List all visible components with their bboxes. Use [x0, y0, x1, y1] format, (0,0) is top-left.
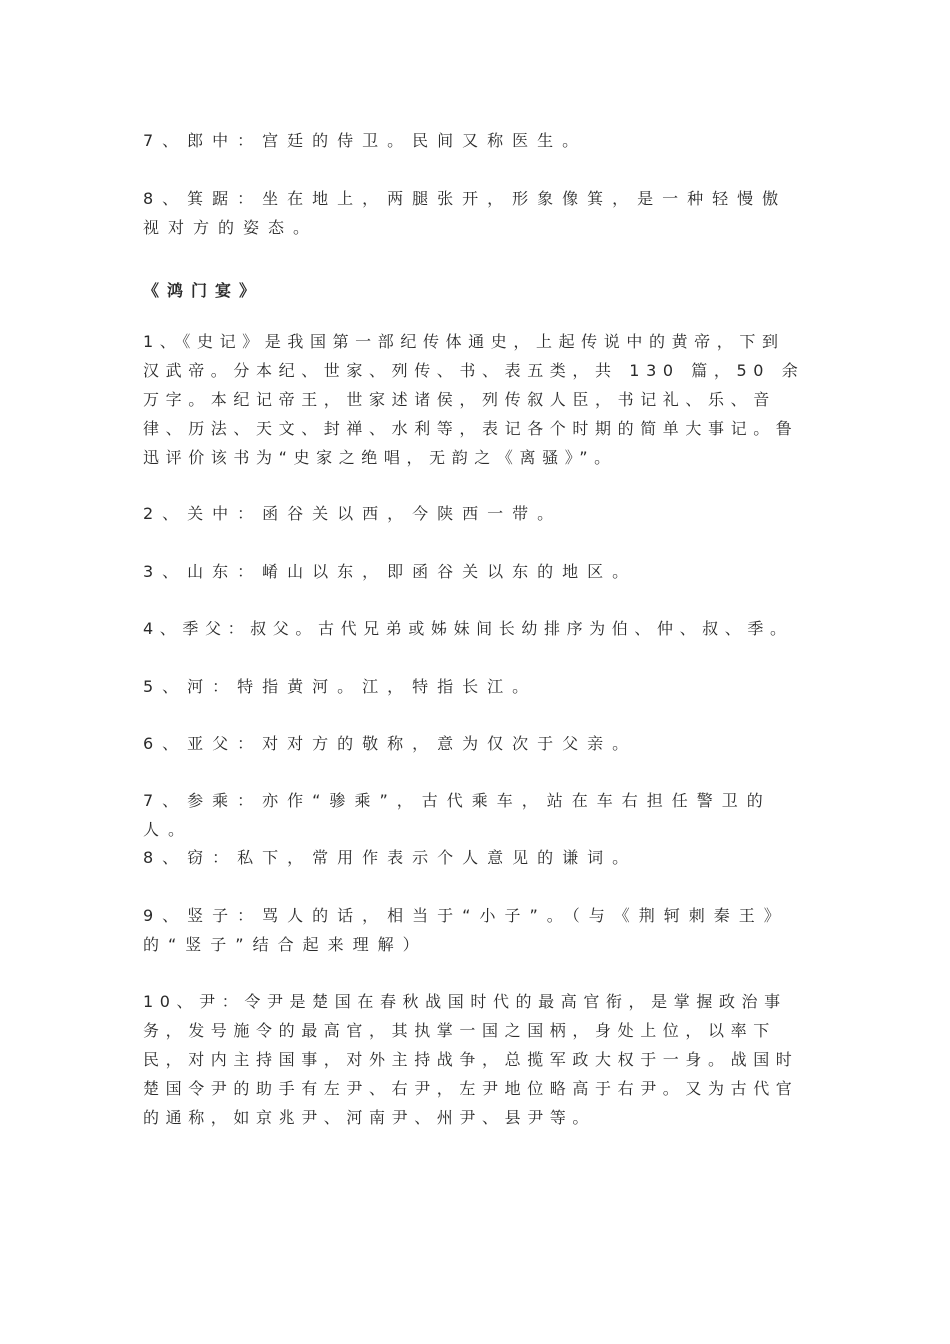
note-item: 7、参乘：亦作“骖乘”，古代乘车，站在车右担任警卫的人。 — [143, 791, 772, 839]
note-item: 3、山东：崤山以东，即函谷关以东的地区。 — [143, 562, 638, 581]
note-item: 6、亚父：对对方的敬称，意为仅次于父亲。 — [143, 734, 638, 753]
note-item: 2、关中：函谷关以西，今陕西一带。 — [143, 504, 563, 523]
note-item: 8、窃：私下，常用作表示个人意见的谦词。 — [143, 848, 638, 867]
note-item: 7、郎中：宫廷的侍卫。民间又称医生。 — [143, 131, 588, 150]
note-item: 5、河：特指黄河。江，特指长江。 — [143, 677, 538, 696]
section-title: 《鸿门宴》 — [143, 281, 264, 300]
note-item: 4、季父：叔父。古代兄弟或姊妹间长幼排序为伯、仲、叔、季。 — [143, 619, 793, 638]
note-item: 8、箕踞：坐在地上，两腿张开，形象像箕，是一种轻慢傲视对方的姿态。 — [143, 189, 788, 237]
note-item: 9、竖子：骂人的话，相当于“小子”。（与《荆轲刺秦王》的“竖子”结合起来理解） — [143, 906, 789, 954]
note-item: 1、《史记》是我国第一部纪传体通史，上起传说中的黄帝，下到汉武帝。分本纪、世家、列传、书、表五类，共 130 篇，50 余万字。本纪记帝王，世家述诸侯，列传叙人臣，书记礼、乐、音律、历法、天文、封禅、水利等，表记各个时期的简单大事记。鲁迅评价该书为“史家之绝唱，无韵之《离骚》”。 — [143, 332, 805, 467]
note-item: 10、尹：令尹是楚国在春秋战国时代的最高官衔，是掌握政治事务，发号施令的最高官，其执掌一国之国柄，身处上位，以率下民，对内主持国事，对外主持战争，总揽军政大权于一身。战国时楚国令尹的助手有左尹、右尹，左尹地位略高于右尹。又为古代官的通称，如京兆尹、河南尹、州尹、县尹等。 — [143, 992, 799, 1127]
